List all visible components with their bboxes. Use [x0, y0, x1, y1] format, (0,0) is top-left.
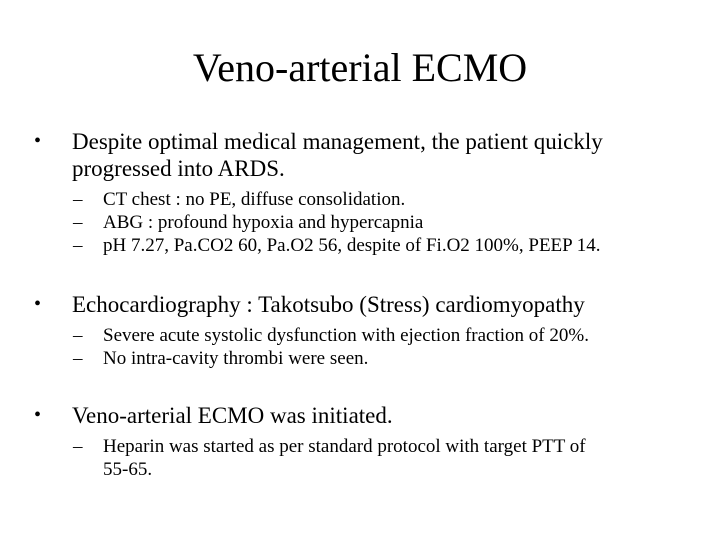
- bullet-line: Veno-arterial ECMO was initiated.: [72, 403, 393, 428]
- bullet-line: Echocardiography : Takotsubo (Stress) cardiomyopathy: [72, 292, 585, 317]
- bullet-dot-icon: •: [34, 293, 42, 315]
- sub-bullet-line: Severe acute systolic dysfunction with ejection fraction of 20%.: [103, 325, 589, 346]
- bullet-section-3: [0, 402, 720, 481]
- bullet-dot-icon: •: [34, 404, 42, 426]
- sub-bullet-item: [0, 347, 720, 370]
- dash-icon: –: [73, 325, 83, 346]
- slide-title: Veno-arterial ECMO: [192, 45, 528, 90]
- bullet-section-1: [0, 128, 720, 257]
- dash-icon: –: [73, 235, 83, 256]
- bullet-line: Despite optimal medical management, the patient quickly: [72, 129, 603, 154]
- sub-bullet-item: [0, 211, 720, 234]
- bullet-section-2: [0, 291, 720, 370]
- dash-icon: –: [73, 436, 83, 457]
- bullet-item: [0, 402, 720, 429]
- sub-bullet-item: [0, 435, 720, 481]
- bullet-item: [0, 128, 720, 182]
- dash-icon: –: [73, 348, 83, 369]
- sub-bullet-line: Heparin was started as per standard protocol with target PTT of: [103, 436, 586, 457]
- sub-bullet-line: No intra-cavity thrombi were seen.: [103, 348, 369, 369]
- sub-bullet-item: [0, 234, 720, 257]
- sub-bullet-line: 55-65.: [103, 459, 153, 480]
- dash-icon: –: [73, 189, 83, 210]
- dash-icon: –: [73, 212, 83, 233]
- bullet-dot-icon: •: [34, 130, 42, 152]
- sub-bullet-line: CT chest : no PE, diffuse consolidation.: [103, 189, 406, 210]
- sub-bullet-item: [0, 188, 720, 211]
- sub-bullet-line: pH 7.27, Pa.CO2 60, Pa.O2 56, despite of Fi.O2 100%, PEEP 14.: [103, 235, 601, 256]
- sub-bullet-item: [0, 324, 720, 347]
- bullet-line: progressed into ARDS.: [72, 156, 285, 181]
- bullet-item: [0, 291, 720, 318]
- sub-bullet-line: ABG : profound hypoxia and hypercapnia: [103, 212, 424, 233]
